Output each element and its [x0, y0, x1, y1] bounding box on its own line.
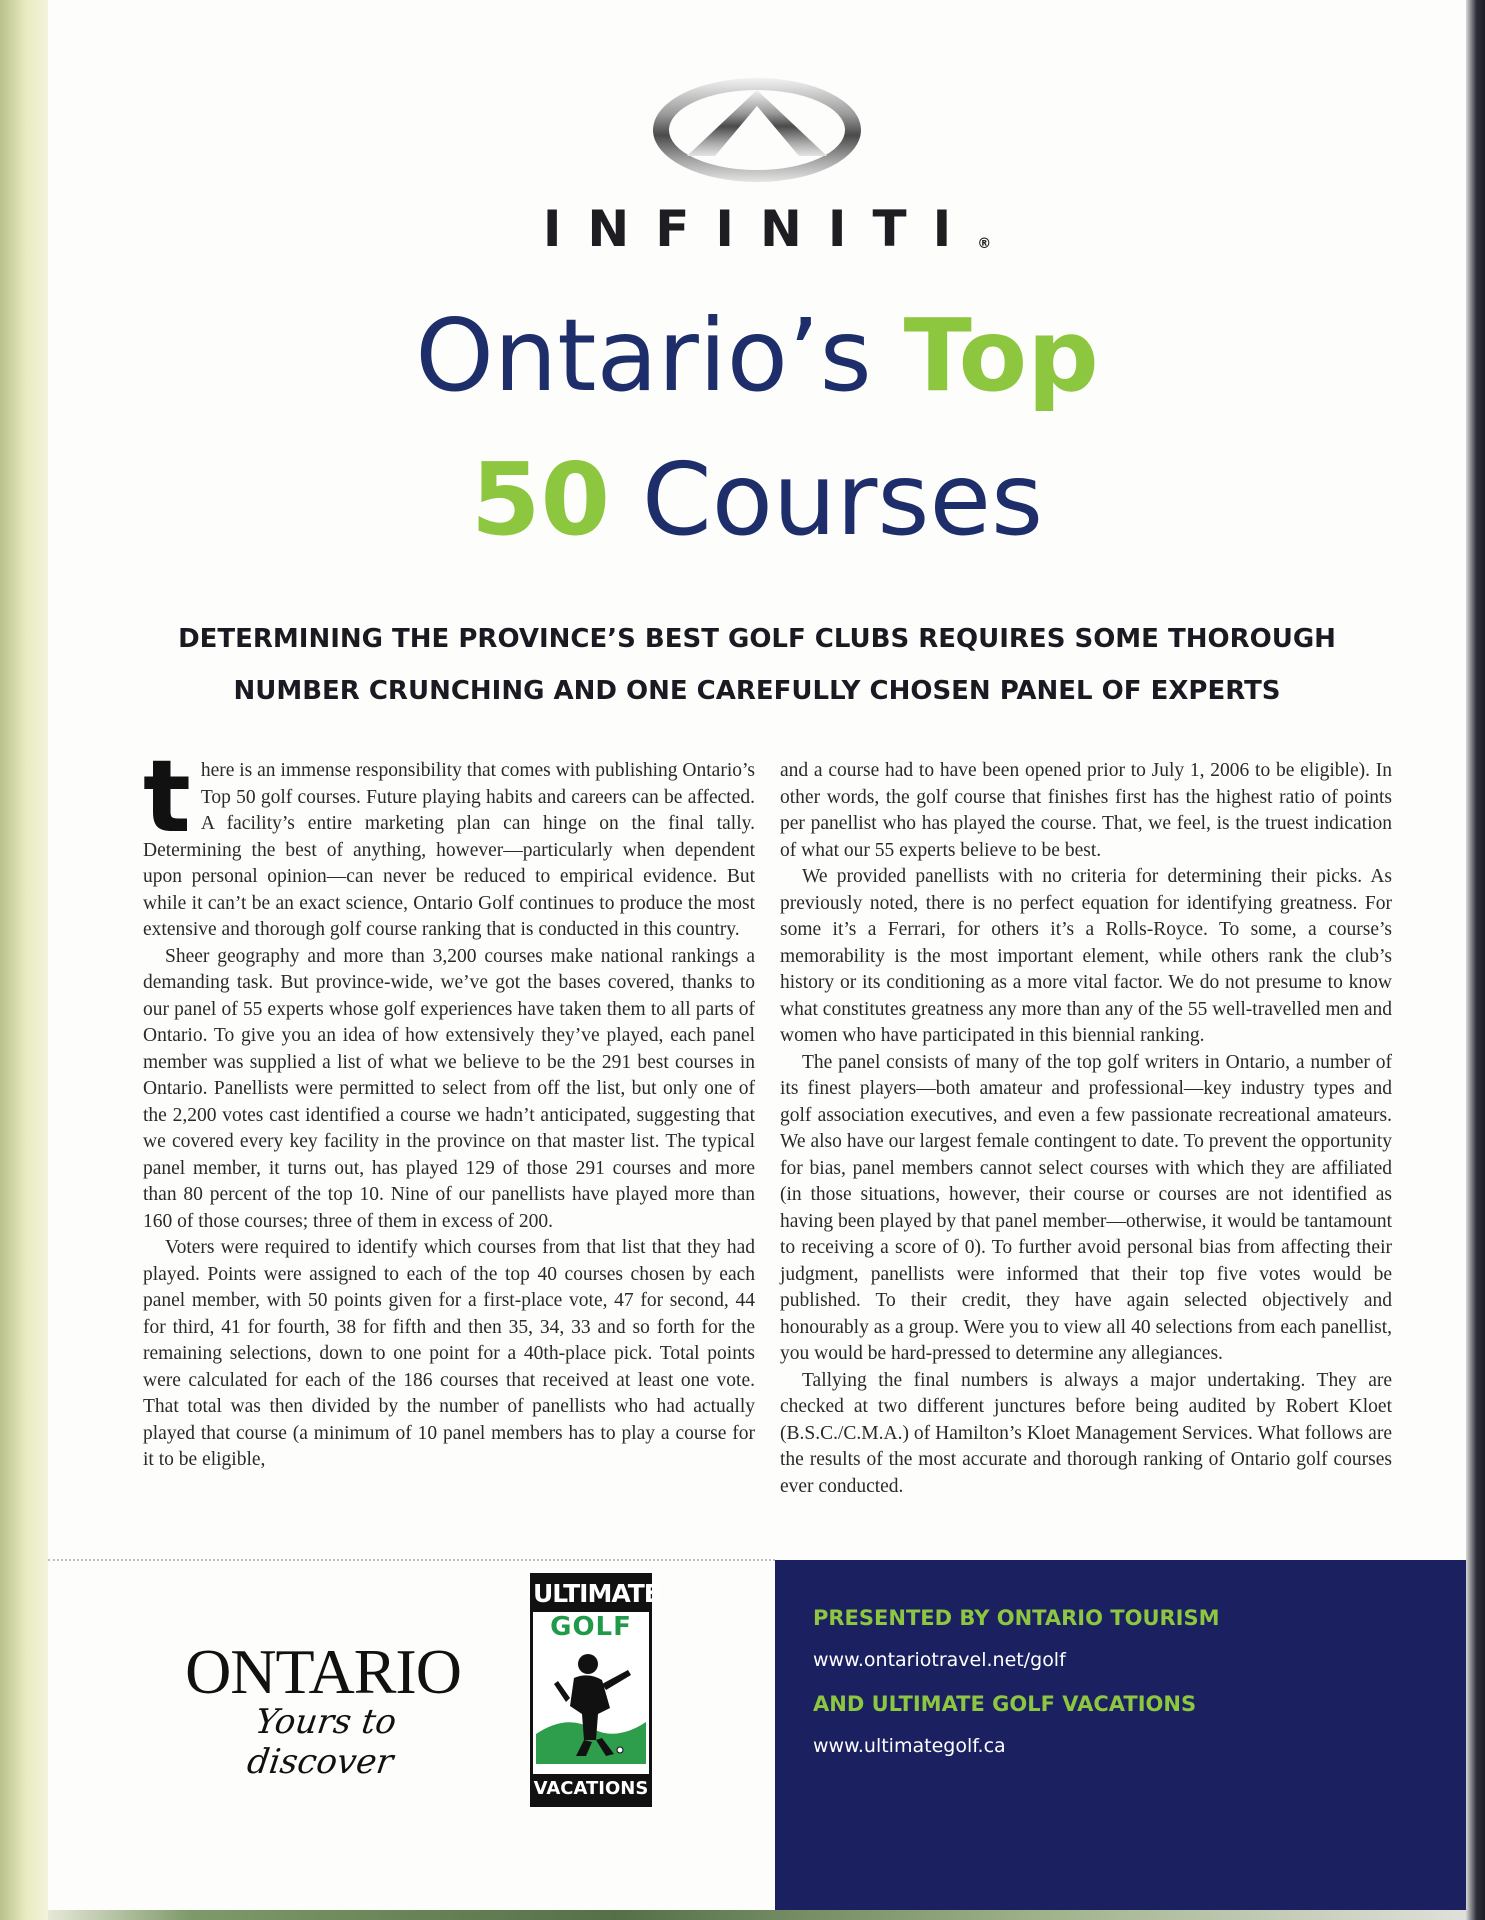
registered-mark: ®: [977, 236, 992, 252]
golfer-icon: [536, 1644, 646, 1764]
subheading-line-1: DETERMINING THE PROVINCE’S BEST GOLF CLUBS REQUIRES SOME THOROUGH: [178, 624, 1336, 654]
paragraph: and a course had to have been opened prior to July 1, 2006 to be eligible). In other words, the golf course that finishes first has the highest ratio of points per panellist who has played the course. That, we feel, is the truest indication of what our 55 experts believe to be best.: [780, 760, 1392, 861]
ultimate-golf-middle: GOLF: [550, 1612, 632, 1642]
subheading-line-2: NUMBER CRUNCHING AND ONE CAREFULLY CHOSEN PANEL OF EXPERTS: [233, 676, 1281, 706]
paragraph: Tallying the final numbers is always a major undertaking. They are checked at two different junctures before being audited by Robert Kloet (B.S.C./C.M.A.) of Hamilton’s Kloet Management Services. What follows are the results of the most accurate and thorough ranking of Ontario golf courses ever conducted.: [780, 1369, 1392, 1497]
paragraph: Sheer geography and more than 3,200 courses make national rankings a demanding task. But province-wide, we’ve got the bases covered, thanks to our panel of 55 experts whose golf experiences have taken them to all parts of Ontario. To give you an idea of how extensively they’ve played, each panel member was supplied a list of what we believe to be the 291 best courses in Ontario. Panellists were permitted to select from off the list, but only one of the 2,200 votes cast identified a course we hadn’t anticipated, suggesting that we covered every key facility in the province on that master list. The typical panel member, it turns out, has played 129 of those 291 courses and more than 80 percent of the top 10. Nine of our panellists have played more than 160 of those courses; three of them in excess of 200.: [143, 945, 755, 1232]
page-spine-left: [0, 0, 48, 1920]
sponsor-panel: [775, 1560, 1466, 1916]
ontario-logo: [178, 1636, 468, 1782]
page-title-line-1: [48, 297, 1466, 414]
paragraph: We provided panellists with no criteria for determining their picks. As previously noted, there is no perfect equation for identifying greatness. For some it’s a Ferrari, for others it’s a Rolls-Royce. To some, a course’s memorability is the most important element, while others rank the club’s history or its conditioning as a more vital factor. We do not presume to know what constitutes greatness any more than any of the 55 well-travelled men and women who have participated in this biennial ranking.: [780, 866, 1392, 1046]
page-title-line-2: [48, 441, 1466, 558]
ontario-logo-tagline: Yours to discover: [244, 1702, 399, 1782]
and-ultimate-golf: AND ULTIMATE GOLF VACATIONS: [813, 1692, 1197, 1716]
title-50: 50: [470, 441, 611, 558]
drop-cap: t: [143, 738, 191, 855]
ontario-logo-word: ONTARIO: [185, 1636, 461, 1707]
ultimate-golf-logo: [530, 1573, 660, 1807]
paragraph: Voters were required to identify which courses from that list that they had played. Points were assigned to each of the top 40 courses chosen by each panel member, with 50 points given for a first-place vote, 47 for second, 44 for third, 41 for fourth, 38 for fifth and then 35, 34, 33 and so forth for the remaining selections, down to one point for a 40th-place pick. Total points were calculated for each of the 186 courses that received at least one vote. That total was then divided by the number of panellists who had actually played that course (a minimum of 10 panel members has to play a course for it to be eligible,: [143, 1237, 755, 1470]
paragraph-text: here is an immense responsibility that comes with publishing Ontario’s Top 50 golf courses. Future playing habits and careers can be affected. A facility’s entire marketing plan can hinge on the final tally. Determining the best of anything, however—particularly when dependent upon personal opinion—can never be reduced to empirical evidence. But while it can’t be an exact science, Ontario Golf continues to produce the most extensive and thorough golf course ranking that is conducted in this country.: [143, 760, 755, 940]
infiniti-emblem-icon: [647, 72, 867, 188]
sponsor-panel-text: [813, 1604, 1433, 1776]
title-courses: Courses: [610, 441, 1044, 558]
page-edge-bottom: [48, 1910, 1466, 1920]
infiniti-logo: [48, 72, 1466, 188]
footer-dotted-rule: [48, 1559, 775, 1561]
paragraph: The panel consists of many of the top golf writers in Ontario, a number of its finest players—both amateur and professional—key industry types and golf association executives, and even a few passionate recreational amateurs. We also have our largest female contingent to date. To prevent the opportunity for bias, panel members cannot select courses with which they are affiliated (in those situations, however, their course or courses are not identified as having been played by that panel member—otherwise, it would be tantamount to receiving a score of 0). To further avoid personal bias from affecting their judgment, panellists were informed that their top five votes would be published. To their credit, they have again selected objectively and honourably as a group. Were you to view all 40 selections from each panellist, you would be hard-pressed to determine any allegiances.: [780, 1051, 1392, 1364]
ultimate-golf-bottom: VACATIONS: [533, 1774, 649, 1804]
article-column-1: [143, 738, 755, 1474]
magazine-page: [48, 0, 1466, 1916]
paragraph: [143, 738, 755, 944]
ultimate-golf-link[interactable]: www.ultimategolf.ca: [813, 1735, 1006, 1757]
title-top: Top: [903, 297, 1099, 414]
brand-name: INFINITI: [542, 200, 978, 258]
page-edge-right: [1466, 0, 1485, 1920]
article-column-2: [780, 758, 1392, 1500]
presented-by: PRESENTED BY ONTARIO TOURISM: [813, 1606, 1220, 1630]
infiniti-wordmark: [48, 200, 1466, 258]
ontario-travel-link[interactable]: www.ontariotravel.net/golf: [813, 1649, 1066, 1671]
title-ontarios: Ontario’s: [415, 297, 904, 414]
ultimate-golf-top: ULTIMATE: [533, 1576, 649, 1612]
